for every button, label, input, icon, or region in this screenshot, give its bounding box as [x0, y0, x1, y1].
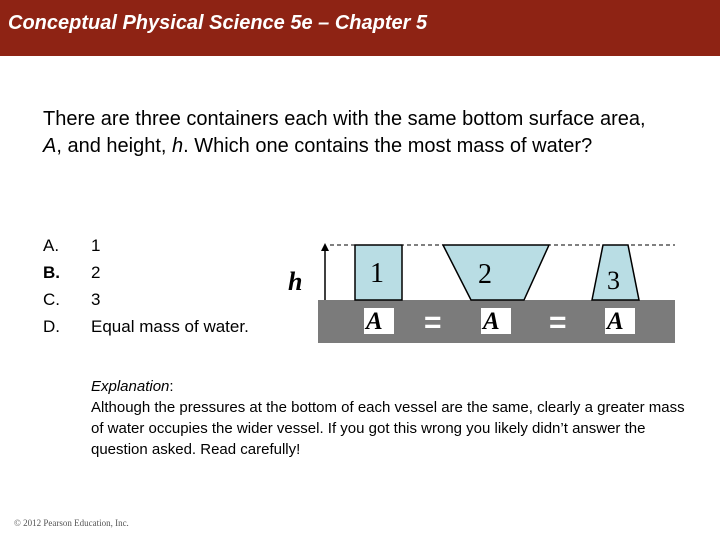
container-3-label: 3 [607, 266, 620, 295]
answer-option-d[interactable] [43, 313, 249, 340]
question-var-h: h [172, 135, 184, 157]
height-label: h [288, 267, 303, 296]
container-2 [443, 245, 549, 300]
answer-letter: B. [43, 263, 60, 282]
question-part: There are three containers each with the same bottom surface area, [43, 108, 646, 130]
explanation-heading [91, 376, 691, 397]
question-text [43, 106, 663, 160]
answer-letter: C. [43, 290, 60, 309]
area-label-3: A [607, 308, 624, 335]
title-bar [0, 0, 720, 56]
explanation [91, 376, 691, 460]
question-part: , and height, [56, 135, 172, 157]
answer-option-c[interactable] [43, 286, 249, 313]
height-arrow-head [321, 243, 329, 251]
answer-text: Equal mass of water. [91, 317, 249, 336]
containers-figure [285, 238, 675, 348]
answer-option-a[interactable] [43, 232, 249, 259]
question-part: . Which one contains the most mass of water? [183, 135, 593, 157]
container-2-label: 2 [478, 259, 492, 290]
explanation-heading-label: Explanation [91, 378, 170, 395]
explanation-body: Although the pressures at the bottom of each vessel are the same, clearly a greater mass of water occupies the wider vessel. If you got this wrong you likely didn’t answer the question asked. Read carefully! [91, 399, 685, 458]
equals-sign-2: = [549, 306, 567, 339]
answer-text: 2 [91, 263, 101, 282]
answer-text: 3 [91, 290, 101, 309]
copyright-notice: © 2012 Pearson Education, Inc. [14, 518, 129, 528]
question-var-a: A [43, 135, 57, 157]
answer-list [43, 232, 249, 340]
area-label-2: A [483, 308, 500, 335]
answer-text: 1 [91, 236, 101, 255]
slide-title: Conceptual Physical Science 5e – Chapter 5 [8, 12, 428, 34]
answer-option-b[interactable] [43, 259, 249, 286]
area-label-1: A [366, 308, 383, 335]
explanation-heading-colon: : [169, 378, 174, 395]
answer-letter: A. [43, 236, 60, 255]
answer-letter: D. [43, 317, 60, 336]
container-1-label: 1 [370, 258, 384, 289]
equals-sign-1: = [424, 306, 442, 339]
